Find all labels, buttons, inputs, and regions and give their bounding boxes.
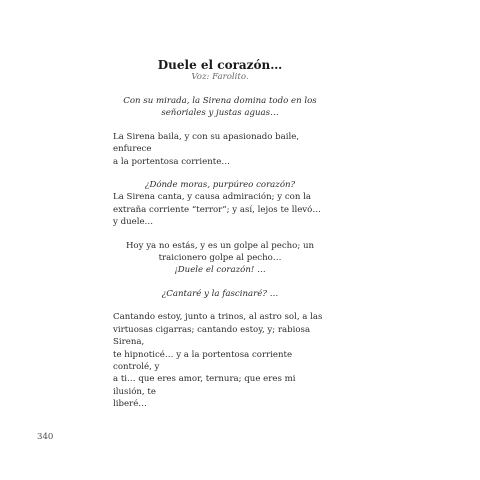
stanza-4-line: Hoy ya no estás, y es un golpe al pecho; un (125, 240, 315, 251)
stanza-2-line: a la portentosa corriente… (113, 156, 230, 167)
stanza-6-line: te hipnoticé… y a la portentosa corriente controlé, y (113, 349, 293, 372)
stanza-6-line: virtuosas cigarras; cantando estoy, y; rabiosa Sirena, (113, 324, 311, 348)
stanza-6-line: a ti… que eres amor, ternura; que eres mi ilusión, te (113, 374, 296, 397)
stanza-3-line: extraña corriente “terror”; y así, lejos te llevó… (113, 204, 321, 215)
stanza-2-line: La Sirena baila, y con su apasionado baile, enfurece (113, 131, 300, 155)
stanza-6-line: liberé… (113, 399, 147, 410)
page-number: 340 (37, 432, 54, 442)
poem-page (113, 58, 327, 411)
stanza-1 (113, 95, 327, 120)
stanza-6 (113, 311, 327, 410)
stanza-1-line: Con su mirada, la Sirena domina todo en los (123, 96, 317, 106)
stanza-1-line: señoriales y justas aguas… (161, 108, 279, 119)
stanza-3-line: y duele… (113, 217, 154, 228)
stanza-5 (113, 288, 327, 300)
poem-title: Duele el corazón… (157, 58, 283, 72)
stanza-4 (113, 240, 327, 277)
stanza-4-line: traicionero golpe al pecho… (158, 253, 282, 264)
stanza-2 (113, 131, 327, 168)
stanza-6-line: Cantando estoy, junto a trinos, al astro sol, a las (113, 312, 323, 323)
stanza-3-question: ¿Dónde moras, purpúreo corazón? (144, 180, 296, 191)
stanza-5-question: ¿Cantaré y la fascinaré? … (161, 288, 279, 299)
poem-voice: Voz: Farolito. (191, 72, 249, 82)
stanza-3 (113, 179, 327, 229)
stanza-4-exclaim: ¡Duele el corazón! … (174, 265, 266, 276)
stanza-3-line: La Sirena canta, y causa admiración; y con la (113, 192, 311, 203)
